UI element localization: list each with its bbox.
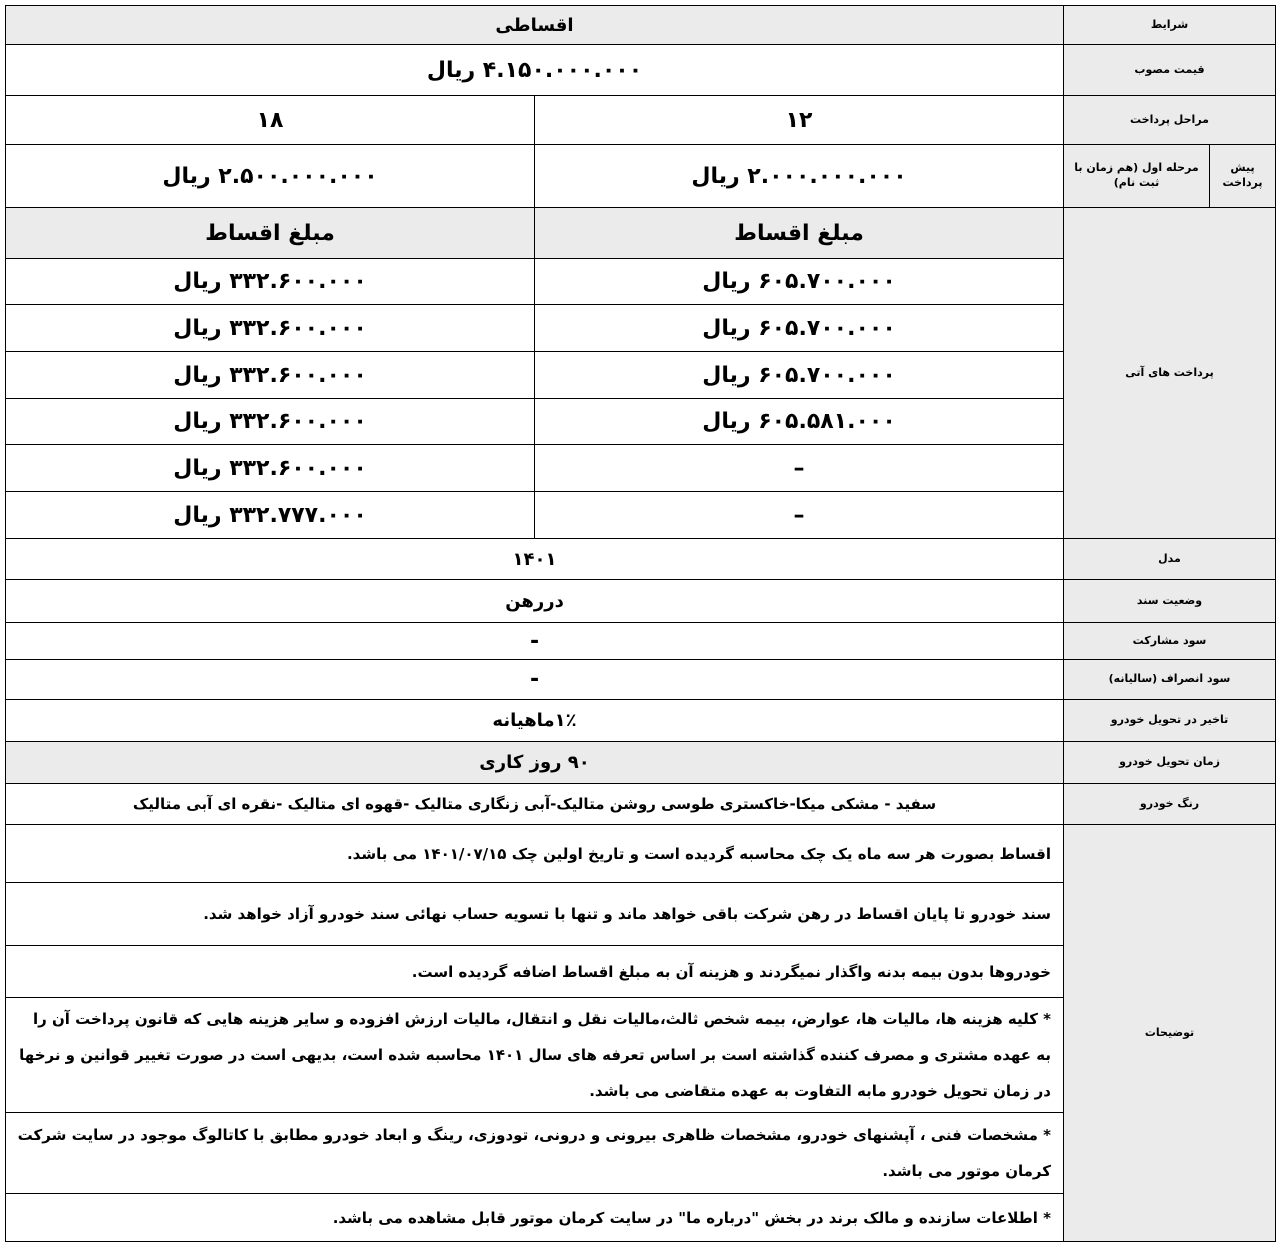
plan-18-stages: ۱۸ [5, 95, 535, 145]
first-stage-label: مرحله اول (هم زمان با ثبت نام) [1063, 144, 1210, 208]
plan-18-installment-4: ۳۳۲.۶۰۰.۰۰۰ ریال [5, 398, 535, 445]
document-status-value: دررهن [5, 579, 1064, 623]
notes-label: توضیحات [1063, 824, 1276, 1242]
plan-18-installments-header: مبلغ اقساط [5, 207, 535, 259]
participation-profit-value: - [5, 622, 1064, 660]
note-1: اقساط بصورت هر سه ماه یک چک محاسبه گردیده است و تاریخ اولین چک ۱۴۰۱/۰۷/۱۵ می باشد. [5, 824, 1064, 883]
note-6: * اطلاعات سازنده و مالک برند در بخش "درباره ما" در سایت کرمان موتور قابل مشاهده می باشد. [5, 1193, 1064, 1242]
plan-12-prepayment: ۲.۰۰۰.۰۰۰.۰۰۰ ریال [534, 144, 1064, 208]
plan-18-installment-3: ۳۳۲.۶۰۰.۰۰۰ ریال [5, 351, 535, 399]
model-value: ۱۴۰۱ [5, 538, 1064, 580]
sale-type-value: اقساطی [5, 5, 1064, 45]
model-label: مدل [1063, 538, 1276, 580]
delivery-delay-label: تاخیر در تحویل خودرو [1063, 699, 1276, 742]
plan-12-installments-header: مبلغ اقساط [534, 207, 1064, 259]
car-color-label: رنگ خودرو [1063, 783, 1276, 825]
note-5: * مشخصات فنی ، آپشنهای خودرو، مشخصات ظاهری بیرونی و درونی، تودوزی، رینگ و ابعاد خودرو مطابق با کاتالوگ موجود در سایت شرکت کرمان موتور می باشد. [5, 1112, 1064, 1194]
prepayment-label: پیش پرداخت [1209, 144, 1276, 208]
future-payments-label: پرداخت های آتی [1063, 207, 1276, 539]
plan-12-installment-4: ۶۰۵.۵۸۱.۰۰۰ ریال [534, 398, 1064, 445]
plan-18-installment-1: ۳۳۲.۶۰۰.۰۰۰ ریال [5, 258, 535, 305]
car-color-value: سفید - مشکی میکا-خاکستری طوسی روشن متالیک-آبی زنگاری متالیک -قهوه ای متالیک -نقره ای آبی متالیک [5, 783, 1064, 825]
plan-18-installment-5: ۳۳۲.۶۰۰.۰۰۰ ریال [5, 444, 535, 492]
note-3: خودروها بدون بیمه بدنه واگذار نمیگردند و هزینه آن به مبلغ اقساط اضافه گردیده است. [5, 945, 1064, 998]
note-4: * کلیه هزینه ها، مالیات ها، عوارض، بیمه شخص ثالث،مالیات نقل و انتقال، مالیات ارزش افزوده و سایر هزینه هایی که قانون پرداخت آن را به عهده مشتری و مصرف کننده گذاشته است بر اساس تعرفه های سال ۱۴۰۱ محاسبه شده است، بدیهی است در صورت تغییر قوانین و نرخها در زمان تحویل خودرو مابه التفاوت به عهده متقاضی می باشد. [5, 997, 1064, 1113]
approved-price-value: ۴.۱۵۰.۰۰۰.۰۰۰ ریال [5, 44, 1064, 96]
plan-12-installment-3: ۶۰۵.۷۰۰.۰۰۰ ریال [534, 351, 1064, 399]
cancellation-profit-label: سود انصراف (سالیانه) [1063, 659, 1276, 700]
plan-12-installment-1: ۶۰۵.۷۰۰.۰۰۰ ریال [534, 258, 1064, 305]
plan-18-installment-6: ۳۳۲.۷۷۷.۰۰۰ ریال [5, 491, 535, 539]
participation-profit-label: سود مشارکت [1063, 622, 1276, 660]
delivery-delay-value: ۱٪ماهیانه [5, 699, 1064, 742]
plan-18-prepayment: ۲.۵۰۰.۰۰۰.۰۰۰ ریال [5, 144, 535, 208]
conditions-label: شرایط [1063, 5, 1276, 45]
document-status-label: وضعیت سند [1063, 579, 1276, 623]
plan-12-installment-5: – [534, 444, 1064, 492]
plan-12-installment-2: ۶۰۵.۷۰۰.۰۰۰ ریال [534, 304, 1064, 352]
plan-12-installment-6: – [534, 491, 1064, 539]
note-2: سند خودرو تا پایان اقساط در رهن شرکت باقی خواهد ماند و تنها با تسویه حساب نهائی سند خودرو آزاد خواهد شد. [5, 882, 1064, 946]
delivery-time-value: ۹۰ روز کاری [5, 741, 1064, 784]
delivery-time-label: زمان تحویل خودرو [1063, 741, 1276, 784]
approved-price-label: قیمت مصوب [1063, 44, 1276, 96]
cancellation-profit-value: - [5, 659, 1064, 700]
payment-stages-label: مراحل پرداخت [1063, 95, 1276, 145]
plan-18-installment-2: ۳۳۲.۶۰۰.۰۰۰ ریال [5, 304, 535, 352]
plan-12-stages: ۱۲ [534, 95, 1064, 145]
